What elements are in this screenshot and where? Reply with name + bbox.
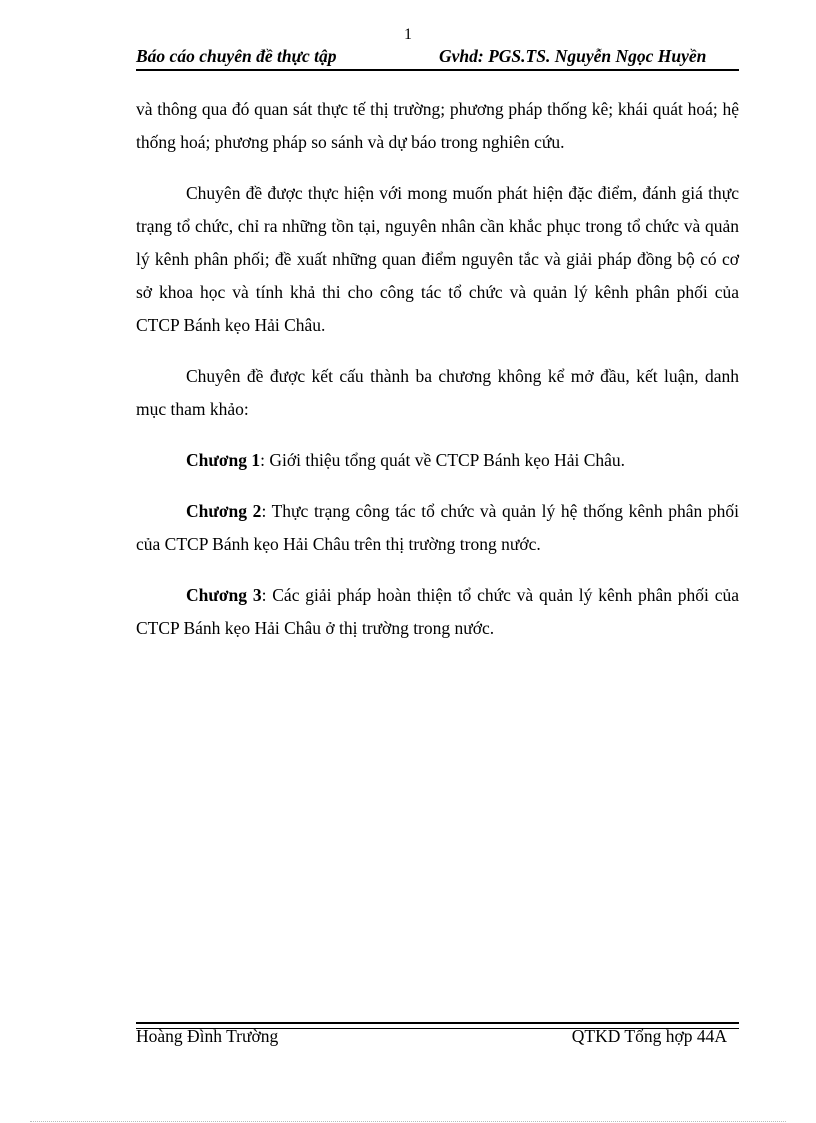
chapter-3-text: : Các giải pháp hoàn thiện tổ chức và quản lý kênh phân phối của CTCP Bánh kẹo Hải Châu ở thị trường trong nước. — [136, 585, 740, 638]
chapter-1-text: : Giới thiệu tổng quát về CTCP Bánh kẹo Hải Châu. — [260, 450, 626, 470]
paragraph-continued: và thông qua đó quan sát thực tế thị trường; phương pháp thống kê; khái quát hoá; hệ thống hoá; phương pháp so sánh và dự báo trong nghiên cứu. — [136, 99, 739, 152]
header-report-title: Báo cáo chuyên đề thực tập — [136, 46, 337, 66]
footer-class: QTKD Tổng hợp 44A — [571, 1026, 727, 1046]
chapter-1-label: Chương 1 — [186, 450, 261, 470]
page-edge-divider — [30, 1121, 786, 1122]
chapter-1-item — [136, 444, 739, 477]
footer-author: Hoàng Đình Trường — [136, 1026, 279, 1046]
page-number: 1 — [404, 26, 412, 43]
chapter-3-item — [136, 579, 739, 645]
header-supervisor: Gvhd: PGS.TS. Nguyễn Ngọc Huyền — [439, 46, 707, 66]
document-body — [136, 93, 739, 663]
paragraph-structure: Chuyên đề được kết cấu thành ba chương không kể mở đầu, kết luận, danh mục tham khảo: — [136, 366, 739, 419]
chapter-2-text: : Thực trạng công tác tổ chức và quản lý hệ thống kênh phân phối của CTCP Bánh kẹo Hải Châu trên thị trường trong nước. — [136, 501, 739, 554]
chapter-2-item — [136, 495, 739, 561]
chapter-3-label: Chương 3 — [186, 585, 262, 605]
chapter-2-label: Chương 2 — [186, 501, 262, 521]
paragraph-purpose: Chuyên đề được thực hiện với mong muốn phát hiện đặc điểm, đánh giá thực trạng tổ chức, chỉ ra những tồn tại, nguyên nhân cần khắc phục trong tổ chức và quản lý kênh phân phối; đề xuất những quan điểm nguyên tắc và giải pháp đồng bộ có cơ sở khoa học và tính khả thi cho công tác tổ chức và quản lý kênh phân phối của CTCP Bánh kẹo Hải Châu. — [136, 183, 739, 335]
running-header — [136, 46, 739, 68]
header-rule — [136, 69, 739, 71]
